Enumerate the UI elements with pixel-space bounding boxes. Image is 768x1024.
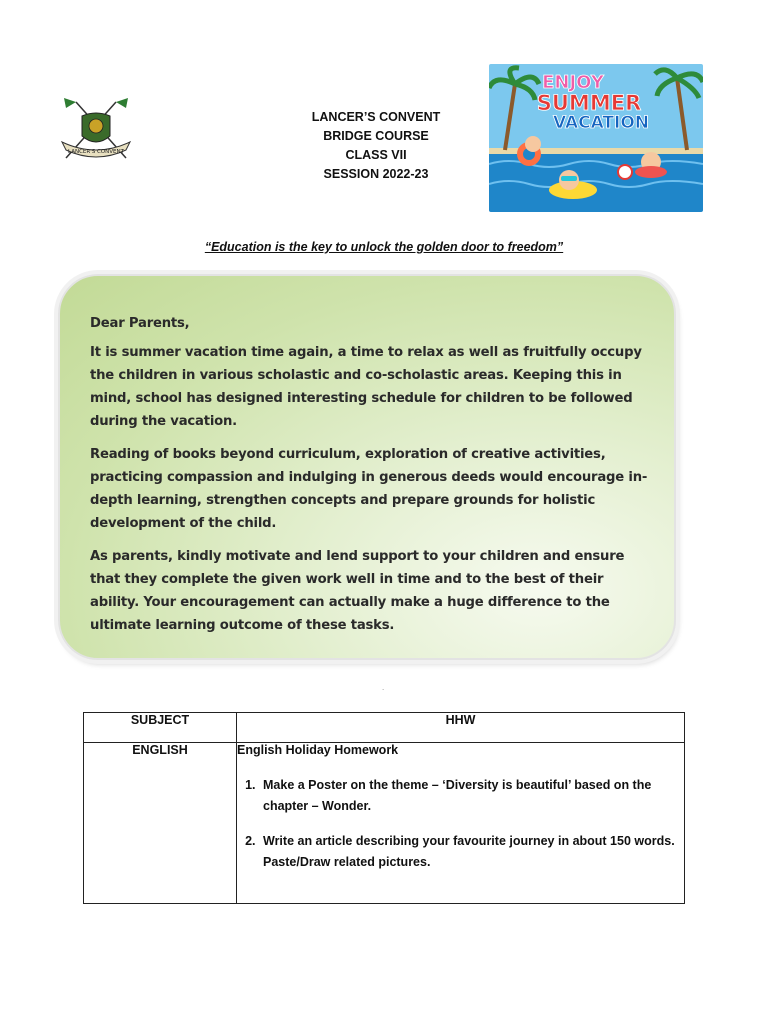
banner-line-3: VACATION xyxy=(552,113,650,133)
stray-dot: . xyxy=(382,683,385,692)
school-logo xyxy=(52,96,140,168)
list-item: 2. Write an article describing your favourite journey in about 150 words. Paste/Draw related pictures. xyxy=(259,831,684,873)
column-header-subject: SUBJECT xyxy=(84,713,237,743)
logo-ribbon-text: LANCER'S CONVENT xyxy=(68,149,124,155)
document-header xyxy=(276,108,476,184)
table-row xyxy=(84,743,685,904)
list-item: 1. Make a Poster on the theme – ‘Diversity is beautiful’ based on the chapter – Wonder. xyxy=(259,775,684,817)
banner-line-2: SUMMER xyxy=(536,91,642,115)
column-header-hhw: HHW xyxy=(237,713,685,743)
session-name: SESSION 2022-23 xyxy=(323,167,429,181)
parents-letter-box xyxy=(58,274,676,660)
table-header-row xyxy=(84,713,685,743)
task-list xyxy=(237,775,684,873)
summer-vacation-banner xyxy=(489,64,703,212)
school-name: LANCER’S CONVENT xyxy=(311,110,441,124)
letter-paragraph: It is summer vacation time again, a time to relax as well as fruitfully occupy the children in various scholastic and co-scholastic areas. Keeping this in mind, school has designed interesting schedule for children to be followed during the vacation. xyxy=(90,345,642,429)
class-name: CLASS VII xyxy=(345,148,407,162)
letter-paragraph: Reading of books beyond curriculum, exploration of creative activities, practicing compassion and indulging in generous deeds would encourage in-depth learning, strengthen concepts and prepare grounds for holistic development of the child. xyxy=(90,447,648,531)
letter-greeting: Dear Parents, xyxy=(90,316,190,331)
holiday-homework-table xyxy=(83,712,685,904)
subject-cell: ENGLISH xyxy=(84,743,237,904)
letter-paragraph: As parents, kindly motivate and lend support to your children and ensure that they complete the given work well in time and to the best of their ability. Your encouragement can actually make a huge difference to the ultimate learning outcome of these tasks. xyxy=(90,549,625,633)
motivational-quote: “Education is the key to unlock the golden door to freedom” xyxy=(204,240,564,254)
homework-title: English Holiday Homework xyxy=(237,743,399,757)
course-name: BRIDGE COURSE xyxy=(323,129,429,143)
homework-cell xyxy=(237,743,685,904)
banner-line-1: ENJOY xyxy=(542,72,604,93)
